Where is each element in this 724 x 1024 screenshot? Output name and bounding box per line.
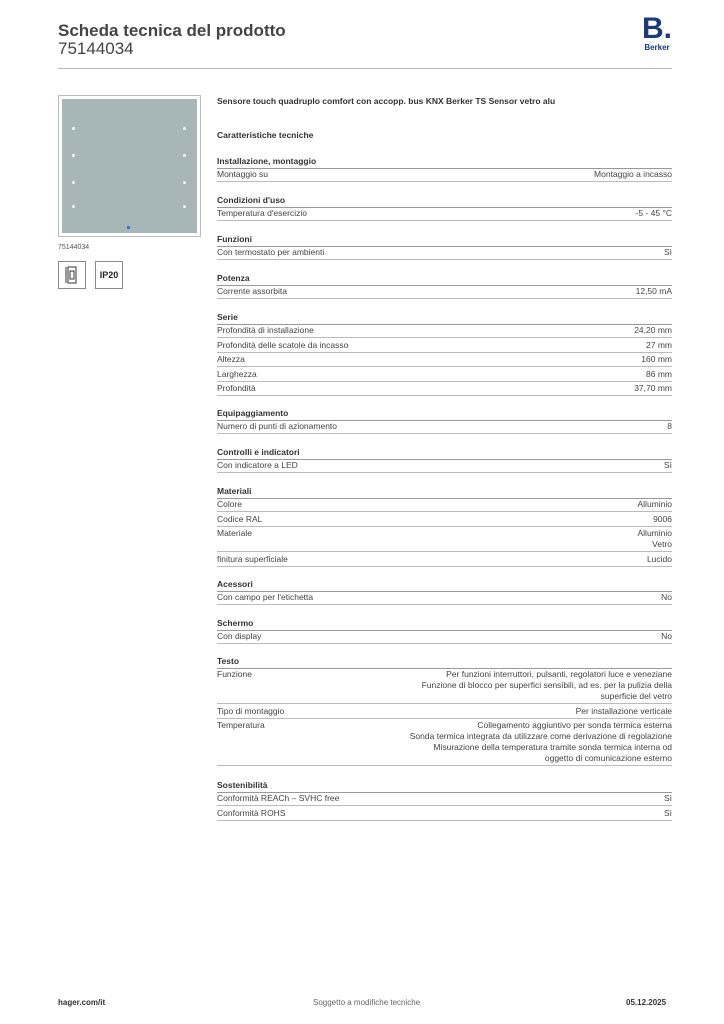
section-heading: Condizioni d'uso xyxy=(217,195,672,208)
brand-name: Berker xyxy=(644,43,670,52)
section-heading: Funzioni xyxy=(217,234,672,247)
spec-label: Codice RAL xyxy=(217,513,263,524)
spec-value: Sì xyxy=(663,793,672,803)
button-dot xyxy=(183,181,186,184)
spec-label: Conformità REACh – SVHC free xyxy=(217,793,340,803)
header-divider xyxy=(58,68,672,69)
spec-value: Collegamento aggiuntivo per sonda termica esterna Sonda termica integrata da utilizzare come derivazione di regolazione Misurazione della temperatura tramite sonda termica interna od oggetto di comunicazione esterno xyxy=(409,720,672,764)
spec-row xyxy=(217,720,672,766)
footer-notice: Soggetto a modifiche tecniche xyxy=(313,998,421,1007)
spec-row xyxy=(217,528,672,552)
spec-label: Temperatura d'esercizio xyxy=(217,208,307,218)
specs-heading: Caratteristiche tecniche xyxy=(217,130,314,140)
spec-row xyxy=(217,631,672,644)
image-caption: 75144034 xyxy=(58,244,90,251)
spec-row xyxy=(217,793,672,806)
spec-value: Montaggio a incasso xyxy=(594,169,672,179)
spec-row xyxy=(217,706,672,719)
button-dot xyxy=(183,127,186,130)
spec-value: Alluminio Vetro xyxy=(637,528,672,550)
spec-row xyxy=(217,592,672,605)
product-image xyxy=(58,95,201,237)
section-heading: Potenza xyxy=(217,273,672,286)
flush-mount-icon xyxy=(64,266,80,284)
section-heading: Installazione, montaggio xyxy=(217,156,672,169)
product-glass-panel xyxy=(62,99,197,233)
button-dot xyxy=(183,154,186,157)
spec-value: 8 xyxy=(667,421,672,431)
button-dot xyxy=(72,154,75,157)
spec-value: Sì xyxy=(663,460,672,470)
spec-value: 160 mm xyxy=(641,354,672,365)
spec-label: Montaggio su xyxy=(217,169,269,179)
section-heading: Acessori xyxy=(217,579,672,592)
spec-value: No xyxy=(661,631,672,641)
spec-row xyxy=(217,460,672,473)
spec-value: Sì xyxy=(663,807,672,818)
spec-row xyxy=(217,383,672,396)
spec-label: Con display xyxy=(217,631,262,641)
button-dot xyxy=(72,181,75,184)
spec-label: Funzione xyxy=(217,669,252,679)
section-heading: Testo xyxy=(217,656,672,669)
led-indicator xyxy=(127,226,130,229)
spec-row xyxy=(217,286,672,299)
brand-logo xyxy=(640,12,674,52)
spec-row xyxy=(217,808,672,821)
spec-value: Per funzioni interruttori, pulsanti, regolatori luce e veneziane Funzione di blocco per superfici sensibili, ad es. per la pulizia della superficie del vetro xyxy=(421,669,672,701)
spec-label: Profondità delle scatole da incasso xyxy=(217,339,349,350)
spec-value: 9006 xyxy=(653,513,672,524)
ip-rating-label: IP20 xyxy=(99,270,119,280)
spec-row xyxy=(217,369,672,382)
spec-label: Con indicatore a LED xyxy=(217,460,298,470)
section-heading: Schermo xyxy=(217,618,672,631)
spec-row xyxy=(217,554,672,567)
spec-label: Profondità xyxy=(217,383,256,394)
brand-letter: B. xyxy=(642,12,672,45)
spec-label: Temperatura xyxy=(217,720,265,731)
spec-label: Altezza xyxy=(217,354,245,365)
spec-label: Colore xyxy=(217,499,243,509)
section-heading: Controlli e indicatori xyxy=(217,447,672,460)
spec-row xyxy=(217,340,672,353)
ip-rating-badge xyxy=(95,261,123,289)
spec-label: Larghezza xyxy=(217,368,257,379)
button-dot xyxy=(183,205,186,208)
spec-row xyxy=(217,247,672,260)
product-title: Sensore touch quadruplo comfort con accopp. bus KNX Berker TS Sensor vetro alu xyxy=(217,96,556,106)
spec-label: Materiale xyxy=(217,528,252,539)
spec-label: Profondità di installazione xyxy=(217,325,314,335)
spec-label: Con campo per l'etichetta xyxy=(217,592,314,602)
spec-label: Corrente assorbita xyxy=(217,286,287,296)
section-heading: Materiali xyxy=(217,486,672,499)
spec-value: 37,70 mm xyxy=(634,383,672,394)
spec-row xyxy=(217,499,672,512)
spec-value: No xyxy=(661,592,672,602)
spec-label: Tipo di montaggio xyxy=(217,705,285,716)
button-dot xyxy=(72,205,75,208)
product-code: 75144034 xyxy=(58,39,134,58)
button-dot xyxy=(72,127,75,130)
section-heading: Sostenibilità xyxy=(217,780,672,793)
section-heading: Equipaggiamento xyxy=(217,408,672,421)
spec-label: Con termostato per ambienti xyxy=(217,247,325,257)
page-title: Scheda tecnica del prodotto xyxy=(58,21,286,40)
spec-row xyxy=(217,514,672,527)
spec-row xyxy=(217,169,672,182)
spec-row xyxy=(217,325,672,338)
mounting-icon xyxy=(58,261,86,289)
spec-row xyxy=(217,208,672,221)
spec-value: Per installazione verticale xyxy=(575,705,672,716)
spec-value: 86 mm xyxy=(646,368,672,379)
spec-row xyxy=(217,669,672,704)
footer-date: 05.12.2025 xyxy=(626,998,667,1007)
spec-label: Conformità ROHS xyxy=(217,807,286,818)
spec-label: finitura superficiale xyxy=(217,553,288,564)
spec-row xyxy=(217,354,672,367)
spec-value: Lucido xyxy=(646,553,672,564)
spec-value: Sì xyxy=(663,247,672,257)
section-heading: Serie xyxy=(217,312,672,325)
spec-value: 12,50 mA xyxy=(635,286,672,296)
spec-value: -5 - 45 °C xyxy=(635,208,672,218)
spec-value: Alluminio xyxy=(637,499,672,509)
spec-value: 24,20 mm xyxy=(634,325,672,335)
spec-row xyxy=(217,421,672,434)
footer-website[interactable]: hager.com/it xyxy=(58,998,106,1007)
spec-value: 27 mm xyxy=(646,339,672,350)
spec-label: Numero di punti di azionamento xyxy=(217,421,338,431)
